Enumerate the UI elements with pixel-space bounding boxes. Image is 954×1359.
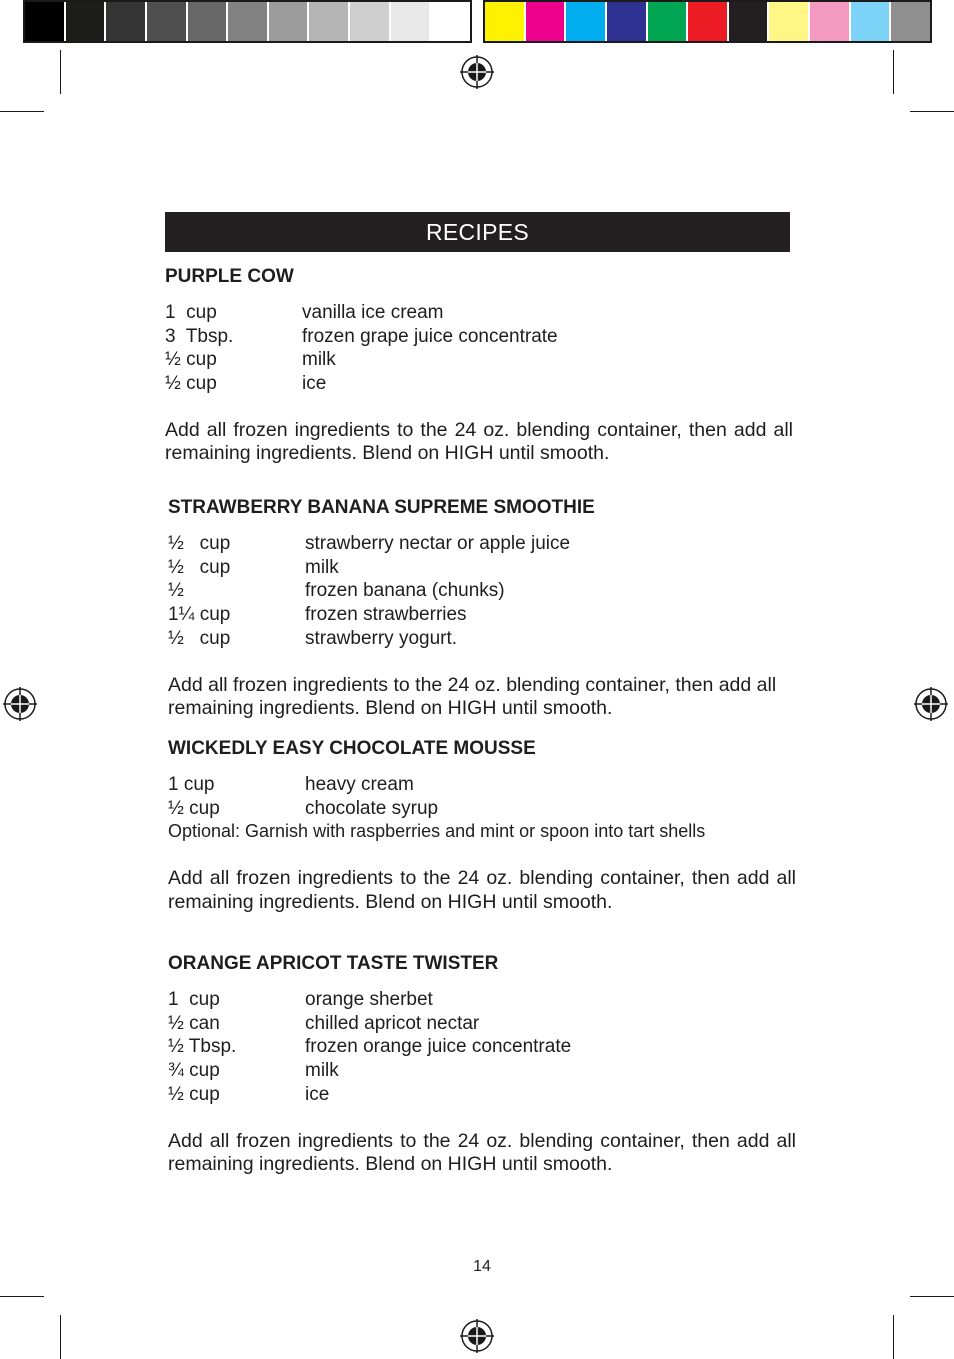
color-swatch: [891, 2, 930, 41]
ingredient-row: [168, 556, 796, 580]
crop-mark: [0, 111, 44, 112]
ingredient-row: [168, 773, 796, 797]
registration-mark-icon: [460, 55, 494, 89]
ingredient-name: orange sherbet: [305, 989, 433, 1010]
color-swatch: [188, 2, 229, 41]
ingredient-list: [165, 301, 793, 396]
ingredient-row: [165, 325, 793, 349]
recipe-instructions: Add all frozen ingredients to the 24 oz. blending container, then add all remaining ingredients. Blend on HIGH until smooth.: [168, 673, 777, 720]
color-swatch: [729, 2, 770, 41]
recipe-strawberry-banana-supreme-smoothie: [168, 497, 796, 740]
registration-mark-icon: [3, 687, 37, 721]
page-title: RECIPES: [165, 212, 790, 252]
ingredient-row: [168, 1012, 796, 1036]
ingredient-quantity: 1 cup: [168, 989, 220, 1010]
color-swatch: [350, 2, 391, 41]
ingredient-name: milk: [305, 1060, 339, 1082]
ingredient-name: ice: [302, 373, 327, 395]
ingredient-list: [168, 773, 796, 844]
color-swatch: [309, 2, 350, 41]
color-swatch: [106, 2, 147, 41]
ingredient-list: [168, 532, 796, 651]
ingredient-name: chilled apricot nectar: [305, 1012, 480, 1034]
recipe-instructions: Add all frozen ingredients to the 24 oz. blending container, then add all remaining ingredients. Blend on HIGH until smooth.: [168, 1129, 796, 1176]
color-swatch: [25, 2, 66, 41]
ingredient-quantity: ½ cup: [168, 556, 231, 578]
registration-mark-icon: [914, 687, 948, 721]
page-number: 14: [473, 1258, 491, 1275]
recipe-instructions: Add all frozen ingredients to the 24 oz. blending container, then add all remaining ingredients. Blend on HIGH until smooth.: [165, 418, 793, 465]
ingredient-row: [165, 301, 793, 325]
ingredient-list: [168, 988, 796, 1107]
color-swatch: [607, 2, 648, 41]
color-swatch: [66, 2, 107, 41]
ingredient-name: frozen banana (chunks): [305, 580, 505, 602]
color-swatch: [526, 2, 567, 41]
ingredient-quantity: ½: [168, 580, 184, 602]
color-swatch: [566, 2, 607, 41]
ingredient-quantity: ½ cup: [168, 1083, 220, 1105]
recipe-orange-apricot-taste-twister: [168, 953, 796, 1196]
ingredient-quantity: 1¼ cup: [168, 604, 231, 626]
color-swatch: [391, 2, 432, 41]
ingredient-name: heavy cream: [305, 774, 414, 795]
ingredient-quantity: ½ cup: [165, 373, 217, 395]
ingredient-name: strawberry yogurt.: [305, 627, 458, 649]
color-swatch: [688, 2, 729, 41]
crop-mark: [893, 50, 894, 94]
ingredient-row: [168, 579, 796, 603]
color-swatch: [269, 2, 310, 41]
crop-mark: [910, 1296, 954, 1297]
recipe-instructions: Add all frozen ingredients to the 24 oz. blending container, then add all remaining ingredients. Blend on HIGH until smooth.: [168, 867, 796, 913]
ingredient-row: [168, 532, 796, 556]
ingredient-quantity: 3 Tbsp.: [165, 325, 234, 347]
process-color-bar: [483, 0, 932, 43]
ingredient-name: ice: [305, 1083, 330, 1105]
ingredient-quantity: ¾ cup: [168, 1060, 220, 1082]
ingredient-quantity: ½ cup: [165, 349, 217, 371]
recipe-heading: STRAWBERRY BANANA SUPREME SMOOTHIE: [168, 497, 595, 518]
ingredient-name: frozen strawberries: [305, 604, 467, 626]
ingredient-name: frozen orange juice concentrate: [305, 1036, 572, 1058]
ingredient-name: milk: [305, 556, 339, 578]
color-swatch: [851, 2, 892, 41]
crop-mark: [0, 1296, 44, 1297]
ingredient-quantity: ½ can: [168, 1012, 220, 1034]
recipe-heading: WICKEDLY EASY CHOCOLATE MOUSSE: [168, 738, 536, 759]
ingredient-name: chocolate syrup: [305, 797, 439, 819]
optional-note: Optional: Garnish with raspberries and mint or spoon into tart shells: [168, 821, 706, 842]
crop-mark: [910, 111, 954, 112]
ingredient-quantity: ½ cup: [168, 797, 220, 819]
color-swatch: [810, 2, 851, 41]
ingredient-row: [168, 1083, 796, 1107]
ingredient-row: [165, 348, 793, 372]
registration-mark-icon: [460, 1319, 494, 1353]
ingredient-quantity: ½ Tbsp.: [168, 1036, 237, 1058]
color-swatch: [147, 2, 188, 41]
ingredient-quantity: ½ cup: [168, 627, 231, 649]
recipe-heading: ORANGE APRICOT TASTE TWISTER: [168, 953, 499, 974]
ingredient-row: [165, 372, 793, 396]
ingredient-row: [168, 988, 796, 1012]
color-swatch: [485, 2, 526, 41]
crop-mark: [60, 1315, 61, 1359]
ingredient-name: strawberry nectar or apple juice: [305, 533, 571, 554]
ingredient-quantity: ½ cup: [168, 533, 231, 554]
ingredient-row: [168, 627, 796, 651]
ingredient-quantity: 1 cup: [165, 302, 217, 323]
grayscale-color-bar: [23, 0, 472, 43]
recipe-wickedly-easy-chocolate-mousse: [168, 738, 796, 934]
color-swatch: [431, 2, 470, 41]
recipe-purple-cow: [165, 266, 793, 485]
color-swatch: [648, 2, 689, 41]
ingredient-row: [168, 797, 796, 821]
ingredient-quantity: 1 cup: [168, 774, 215, 795]
recipe-heading: PURPLE COW: [165, 266, 294, 287]
crop-mark: [60, 50, 61, 94]
ingredient-row: [168, 1035, 796, 1059]
ingredient-name: frozen grape juice concentrate: [302, 325, 558, 347]
ingredient-name: vanilla ice cream: [302, 302, 444, 323]
crop-mark: [893, 1315, 894, 1359]
ingredient-row: [168, 1059, 796, 1083]
ingredient-name: milk: [302, 349, 336, 371]
color-swatch: [228, 2, 269, 41]
color-swatch: [769, 2, 810, 41]
ingredient-row: [168, 603, 796, 627]
